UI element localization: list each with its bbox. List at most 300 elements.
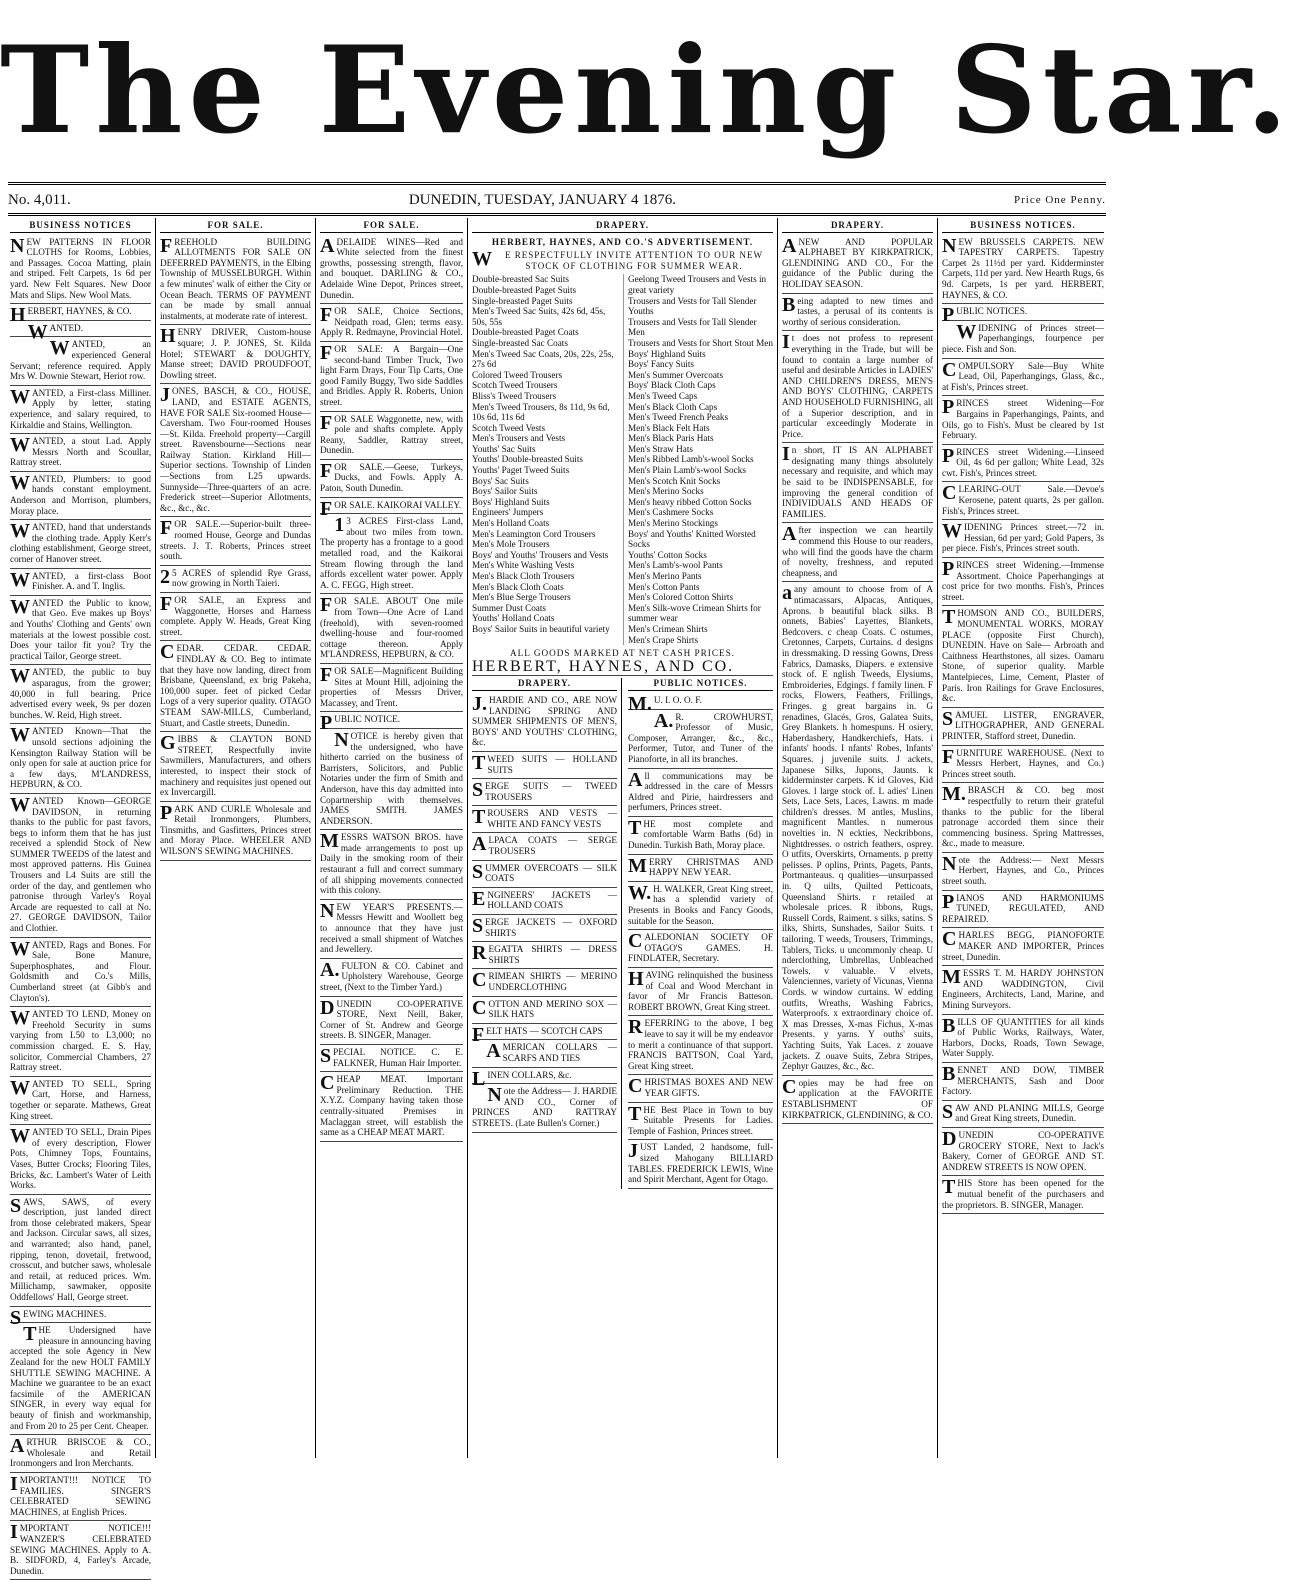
ad-text: NEW BRUSSELS CARPETS. NEW TAPESTRY CARPETS. Tapestry Carpet 2s 11½d per yard. Kidderminster Carpets, 11d per yard. New Hearth Rugs, 6s 9d. Carpets, 1s per yard. HERBERT, HAYNES, & CO. (942, 234, 1104, 300)
advertisement (10, 596, 151, 666)
clothing-item: Boys' Sac Suits (472, 475, 529, 486)
clothing-item: Men's Crimean Shirts (628, 623, 708, 634)
clothing-item: Men's Black Felt Hats (628, 422, 710, 433)
ad-text: WANTED, the public to buy asparagus, from the grower; 40,000 in full bearing. Price advertised every week, 9s per dozen bunches. W. Reid, High street. (10, 665, 151, 720)
ad-text: CRIMEAN SHIRTS — MERINO UNDERCLOTHING (472, 969, 617, 992)
advertisement (942, 966, 1104, 1014)
advertisement (472, 779, 617, 806)
advertisement (472, 997, 617, 1024)
advertisement (160, 325, 311, 384)
ad-text: DUNEDIN CO-OPERATIVE STORE, Next Neill, Baker, Corner of St. Andrew and George streets. B. SINGER, Manager. (320, 996, 463, 1041)
dateline-bar (8, 190, 1106, 210)
ad-text: PRINCES street Widening.—Immense Assortment. Choice Paperhangings at cost price for two months. Fish's, Princes street. (942, 558, 1104, 602)
advertisement (942, 558, 1104, 606)
advertisement (10, 665, 151, 724)
clothing-item: Youths' Holland Coats (472, 613, 555, 624)
advertisement (320, 1045, 463, 1072)
ad-text: FOR SALE. KAIKORAI VALLEY. (320, 497, 462, 520)
ad-text: WANTED, Rags and Bones. For Sale, Bone Manure, Superphosphates, and Flour. Goldsmith and Co.'s Mills, Cumberland street (at Gibb's and Clayton's). (10, 937, 151, 1003)
ad-text: TROUSERS AND VESTS — WHITE AND FANCY VESTS (472, 806, 617, 829)
ad-text: BILLS OF QUANTITIES for all kinds of Public Works, Railways, Water, Harbors, Docks, Roads, Town Sewage, Water Supply. (942, 1014, 1104, 1059)
advertisement (320, 712, 463, 735)
advertisement (10, 1125, 151, 1195)
advertisement (472, 693, 617, 752)
ad-text: MESSRS T. M. HARDY JOHNSTON AND WADDINGTON, Civil Engineers, Architects, Land, Marine, and Mining Surveyors. (942, 966, 1104, 1010)
ad-text: WANTED. (27, 320, 83, 343)
ad-text: WIDENING Princes street.—72 in. Hessian, 6d per yard; Gold Papers, 3s per piece. Fish's, Princes street south. (942, 520, 1104, 554)
ad-text: M.BRASCH & CO. beg most respectfully to return their grateful thanks to the public for the liberal patronage accorded them since their commencing business. Spring Mattresses, &c., made to measure. (942, 783, 1104, 849)
issue-number: No. 4,011. (8, 191, 71, 208)
ad-text: WANTED Known—That the unsold sections adjoining the Kensington Railway Station will be only open for sale at auction price for a few days, M'LANDRESS, HEPBURN, & CO. (10, 724, 151, 790)
ad-text: All communications may be addressed in the care of Messrs Aldred and Pirie, hairdressers and perfumers, Princes street. (628, 768, 773, 813)
clothing-item: Youths' Paget Tweed Suits (472, 465, 570, 476)
ad-text: COTTON AND MERINO SOX — SILK HATS (472, 996, 617, 1020)
ad-text: In short, IT IS AN ALPHABET designating many things absolutely necessary and requisite, and which may be said to be INDISPENSABLE, for improving the general condition of INDIVIDUALS AND HEADS OF FAMILIES. (782, 443, 933, 519)
clothing-item: Men's Leamington Cord Trousers (472, 528, 596, 539)
advertisement (10, 434, 151, 472)
ad-text: GIBBS & CLAYTON BOND STREET, Respectfully invite Sawmillers, Manufacturers, and others interested, to inspect their stock of machinery and requisites just opened out ex Invercargill. (160, 732, 311, 798)
clothing-item: Geelong Tweed Trousers and Vests in great variety (628, 274, 767, 295)
advertisement (160, 641, 311, 732)
clothing-item: Men's Lamb's-wool Pants (628, 560, 723, 571)
ad-text: BENNET AND DOW, TIMBER MERCHANTS, Sash and Door Factory. (942, 1062, 1104, 1097)
advertisement (472, 915, 617, 942)
advertisement (628, 968, 773, 1016)
advertisement (782, 294, 933, 332)
ad-text: CHARLES BEGG, PIANOFORTE MAKER AND IMPORTER, Princes street, Dunedin. (942, 928, 1104, 962)
advertisement (320, 497, 463, 520)
ad-text: PIANOS AND HARMONIUMS TUNED, REGULATED, AND REPAIRED. (942, 890, 1104, 924)
advertisement (320, 342, 463, 412)
ad-text: FOR SALE—Magnificent Building Sites at Mount Hill, adjoining the properties of Messrs Driver, Macassey, and Trent. (320, 663, 463, 708)
advertisement (628, 1075, 773, 1102)
ad-text: SERGE SUITS — TWEED TROUSERS (472, 779, 617, 802)
ad-text: Note the Address:— Next Messrs Herbert, Haynes, and Co., Princes street south. (942, 852, 1104, 887)
advertisement (472, 833, 617, 860)
ad-text: SPECIAL NOTICE. C. E. FALKNER, Human Hair Importer. (320, 1044, 463, 1068)
clothing-item: Trousers and Vests for Short Stout Men (628, 337, 773, 348)
ad-text: IMPORTANT NOTICE!!! WANZER'S CELEBRATED SEWING MACHINES. Apply to A. B. SIDFORD, 4, Farley's Arcade, Dunedin. (10, 1521, 151, 1576)
clothing-item: Men's Holland Coats (472, 518, 550, 529)
clothing-item: Boys' Black Cloth Caps (628, 380, 716, 391)
clothing-item: Men's Tweed Trousers, 8s 11d, 9s 6d, 10s 6d, 11s 6d (472, 401, 610, 423)
advertisement (942, 606, 1104, 707)
ad-text: Being adapted to new times and tastes, a perusal of its contents is worthy of serious consideration. (782, 293, 933, 327)
ad-text: COMPULSORY Sale—Buy White Lead, Oil, Paperhangings, Glass, &c., at Fish's, Princes street. (942, 358, 1104, 392)
advertisement (942, 1063, 1104, 1101)
ad-text: SAW AND PLANING MILLS, George and Great King streets, Dunedin. (942, 1100, 1104, 1124)
clothing-item: Men's Tweed Sac Coats, 20s, 22s, 25s, 27s 6d (472, 348, 614, 370)
ad-text: WANTED TO SELL, Spring Cart, Horse, and Harness, together or separate. Mathews, Great King street. (10, 1076, 151, 1121)
advertisement (10, 1473, 151, 1521)
clothing-item: Boys' Sailor Suits (472, 486, 538, 497)
advertisement (320, 997, 463, 1045)
clothing-item: Men's Summer Overcoats (628, 369, 724, 380)
clothing-item: Men's Ribbed Lamb's-wool Socks (628, 454, 754, 465)
ad-text: M.U. I. O. O. F. (628, 692, 702, 715)
clothing-item: Men's heavy ribbed Cotton Socks (628, 496, 752, 507)
column-header: DRAPERY. (472, 678, 617, 691)
clothing-item: Boys' and Youths' Knitted Worsted Socks (628, 528, 756, 550)
advertisement (320, 1072, 463, 1142)
ad-text: ENGINEERS' JACKETS — HOLLAND COATS (472, 887, 617, 911)
advertisement (628, 1140, 773, 1188)
ad-text: NEW PATTERNS IN FLOOR CLOTHS for Rooms, Lobbies, and Passages. Cocoa Matting, plain and striped. Felt Carpets, 1s 6d per yard. New Felt Squares. New Door Mats and Slips. New Wool Mats. (10, 234, 151, 300)
advertisement (942, 445, 1104, 483)
column-drapery-herbert (468, 218, 778, 1458)
advertisement (10, 386, 151, 434)
advertisement (320, 664, 463, 712)
ad-text: CHRISTMAS BOXES AND NEW YEAR GIFTS. (628, 1075, 773, 1098)
advertisement (472, 888, 617, 915)
advertisement (942, 1128, 1104, 1176)
advertisement (10, 569, 151, 596)
advertisement (942, 235, 1104, 305)
advertisement (10, 320, 151, 343)
advertisement (942, 396, 1104, 444)
ad-text: ANEW AND POPULAR ALPHABET BY KIRKPATRICK, GLENDINING AND CO., For the guidance of the Public during the HOLIDAY SEASON. (782, 234, 933, 289)
advertisement (942, 891, 1104, 929)
advertisement (628, 930, 773, 968)
advertisement (472, 969, 617, 996)
advertisement (942, 304, 1104, 327)
advertisement (782, 1076, 933, 1124)
clothing-item: Colored Tweed Trousers (472, 369, 563, 380)
ad-text: CHEAP MEAT. Important Preliminary Reduction. THE X.Y.Z. Company having taken those centrally-situated Premises in Maclaggan street, will establish the same as a CHEAP MEAT MART. (320, 1072, 463, 1138)
clothing-item: Men's Black Cloth Coats (472, 581, 564, 592)
ad-text: PUBLIC NOTICE. (320, 712, 401, 735)
ad-text: Note the Address— J. HARDIE AND CO., Corner of PRINCES AND RATTRAY STREETS. (Late Bullen's Corner.) (472, 1084, 617, 1128)
clothing-item: Men's Plain Lamb's-wool Socks (628, 465, 746, 476)
ad-text: MERRY CHRISTMAS AND HAPPY NEW YEAR. (628, 854, 773, 878)
column-business-notices-right (938, 218, 1108, 1458)
advertisement (10, 1435, 151, 1473)
advertisement (472, 1023, 617, 1046)
newspaper-title: The Evening Star. (0, 20, 1294, 161)
ad-text: THE Best Place in Town to buy Suitable Presents for Ladies. Temple of Fashion, Princes street. (628, 1102, 773, 1136)
clothing-item: Men's Colored Cotton Shirts (628, 592, 734, 603)
ad-text: THE Undersigned have pleasure in announcing having accepted the sole Agency in New Zealand for the new HOLT FAMILY SHUTTLE SEWING MACHINE. A Machine we guarantee to be an exact facsimile of the AMERICAN SINGER, in every way equal for beauty of finish and workmanship, and From 20 to 25 per Cent. Cheaper. (10, 1323, 151, 1431)
ad-text: FOR SALE, an Express and Waggonette, Horses and Harness complete. Apply W. Heads, Great King street. (160, 593, 311, 637)
advertisement (628, 855, 773, 882)
advertisement (472, 806, 617, 833)
ad-text: WANTED, Plumbers: to good hands constant employment. Anderson and Morrison, plumbers, Moray place. (10, 471, 151, 516)
advertisement (782, 523, 933, 582)
advertisement (160, 566, 311, 593)
ad-text: PARK AND CURLE Wholesale and Retail Ironmongers, Plumbers, Tinsmiths, and Gasfitters, Princes street and Moray Place. WHEELER AND WILSON'S SEWING MACHINES. (160, 801, 311, 857)
clothing-item: Youths' Cotton Socks (628, 549, 707, 560)
advertisement (10, 724, 151, 794)
advertisement (160, 802, 311, 861)
advertisement (10, 1521, 151, 1580)
advertisement (320, 830, 463, 900)
column-header: DRAPERY. (782, 220, 933, 233)
advertisement (782, 582, 933, 1075)
ad-text: NEW YEAR'S PRESENTS.—Messrs Hewitt and Woollett beg to announce that they have just received a small shipment of Watches and Jewellery. (320, 899, 463, 955)
advertisement (10, 1195, 151, 1307)
ad-text: FOR SALE Waggonette, new, with pole and shafts complete. Apply Reany, Saddler, Rattray street, Dunedin. (320, 411, 463, 456)
clothing-item: Men's Trousers and Vests (472, 433, 566, 444)
advertisement (472, 752, 617, 779)
clothing-item: Men's Cotton Pants (628, 581, 700, 592)
clothing-item: Men's Black Cloth Trousers (472, 571, 575, 581)
ad-text: AMERICAN COLLARS — SCARFS AND TIES (486, 1040, 617, 1063)
advertisement (160, 593, 311, 641)
ad-text: CALEDONIAN SOCIETY OF OTAGO'S GAMES. H. FINDLATER, Secretary. (628, 930, 773, 964)
advertisement (160, 235, 311, 326)
advertisement (10, 337, 151, 385)
ad-text: MESSRS WATSON BROS. have made arrangements to post up Daily in the smoking room of their restaurant a full and correct summary of all shipping movements connected with this colony. (320, 830, 463, 896)
advertisement (942, 1015, 1104, 1063)
price: Price One Penny. (1014, 194, 1106, 206)
clothing-item: Men's Silk-wove Crimean Shirts for summer wear (628, 602, 761, 624)
column-public-notices (628, 678, 773, 1188)
advertisement (10, 235, 151, 305)
advertisement (942, 746, 1104, 784)
ad-text: WANTED, hand that understands the clothing trade. Apply Kerr's clothing establishment, George street, corner of Hanover street. (10, 520, 151, 565)
ad-text: WANTED, a First-class Milliner. Apply by letter, stating experience, and salary required, to Kirkaldie and Stains, Wellington. (10, 385, 151, 430)
advertisement (320, 900, 463, 959)
advertisement (320, 514, 463, 594)
clothing-item: Scotch Tweed Vests (472, 422, 546, 433)
clothing-item: Boys' and Youths' Trousers and Vests (472, 549, 609, 560)
ad-text: PRINCES street Widening.—Linseed Oil, 4s 6d per gallon; White Lead, 32s cwt. Fish's, Princes street. (942, 444, 1104, 478)
ad-text: WANTED TO LEND, Money on Freehold Security in sums varying from L50 to L3,000; no commission charged. E. S. Hay, solicitor, Commercial Chambers, 27 Rattray street. (10, 1007, 151, 1073)
ad-text: WANTED, a stout Lad. Apply Messrs North and Scoullar, Rattray street. (10, 434, 151, 468)
advertisement (10, 1007, 151, 1077)
ad-text: HERBERT, HAYNES, & CO. (10, 304, 132, 327)
column-header: BUSINESS NOTICES (10, 220, 151, 233)
clothing-item: Youths' Sac Suits (472, 443, 536, 454)
ad-text: LINEN COLLARS, &c. (472, 1067, 572, 1090)
clothing-item: Men's Black Cloth Caps (628, 401, 718, 412)
column-header: FOR SALE. (160, 220, 311, 233)
advertisement (942, 853, 1104, 891)
ad-text: WIDENING of Princes street—Paperhangings, fourpence per piece. Fish and Son. (942, 320, 1104, 354)
clothing-item: Double-breasted Sac Suits (472, 274, 569, 285)
advertisement (942, 321, 1104, 359)
advertisement (320, 304, 463, 342)
clothing-item: Single-breasted Sac Coats (472, 337, 568, 348)
ad-text: WANTED, an experienced General Servant; reference required. Apply Mrs W. Downie Stewart, Heriot row. (10, 337, 151, 382)
ad-text: SAWS, SAWS, of every description, just landed direct from those celebrated makers, Spear and Jackson. Circular saws, all sizes, and warranted; also hand, panel, ripping, tenon, dovetail, fretwood, crosscut, and butcher saws, wholesale and retail, at reduced prices. Wm. Millichamp, sawmaker, opposite Oddfellows' Hall, George street. (10, 1194, 151, 1303)
ad-text: WANTED the Public to know, that Geo. Eve makes up Boys' and Youths' Clothing and Gents' own materials at the lowest possible cost. Does your tailor fit you? Try the practical Tailor, George street. (10, 595, 151, 661)
ad-footer: ALL GOODS MARKED AT NET CASH PRICES. (510, 648, 735, 659)
ad-text: J.HARDIE AND CO., ARE NOW LANDING SPRING AND SUMMER SHIPMENTS OF MEN'S, BOYS' AND YOUTHS' CLOTHING, &c. (472, 692, 617, 748)
masthead (0, 0, 1294, 180)
advertisement (942, 520, 1104, 558)
advertisement (628, 817, 773, 855)
clothing-item: Boys' Sailor Suits in beautiful variety (472, 623, 610, 634)
advertisement (942, 783, 1104, 853)
advertisement (320, 235, 463, 305)
dateline: DUNEDIN, TUESDAY, JANUARY 4 1876. (408, 191, 676, 208)
ad-text: FURNITURE WAREHOUSE. (Next to Messrs Herbert, Haynes, and Co.) Princes street south. (942, 745, 1104, 779)
ad-text: WANTED Known—GEORGE DAVIDSON, in returning thanks to the public for past favors, begs to inform them that he has just received a splendid Stock of New SUMMER TWEEDS of the latest and most approved patterns. His Guinea Trousers and L4 Suits are still the order of the day, and gentlemen who patronise through Varley's Royal Arcade are requested to call at No. 27. GEORGE DAVIDSON, Tailor and Clothier. (10, 793, 151, 934)
column-header: FOR SALE. (320, 220, 463, 233)
advertisement (160, 517, 311, 565)
clothing-item: Boys' Highland Suits (472, 496, 550, 507)
ad-text: After inspection we can heartily commend this House to our readers, who will find the goods have the charm of novelty, freshness, and reputed cheapness, and (782, 523, 933, 578)
clothing-item: Single-breasted Paget Suits (472, 295, 573, 306)
ad-text: FOR SALE, Choice Sections, Neidpath road, Glen; terms easy. Apply R. Redmayne, Provincial Hotel. (320, 304, 463, 338)
advertisement (628, 1103, 773, 1141)
ad-text: REFERRING to the above, I beg leave to say it will be my endeavor to merit a continuance of that support. FRANCIS BATTSON, Coal Yard, Great King street. (628, 1016, 773, 1071)
column-for-sale-2 (316, 218, 468, 1458)
advertisement (160, 384, 311, 517)
ad-text: JONES, BASCH, & CO., HOUSE, LAND, and ESTATE AGENTS, HAVE FOR SALE Six-roomed House—Caversham. Two Four-roomed Houses—St. Kilda. Freehold property—Cargill street. Ravensbourne—Sections near Railway Station. Kirkland Hill—Superior sections. Township of Linden—Sections from L25 upwards. Sunnyside—Three-quarters of an acre. Frederick street—Superior Allotments, &c., &c., &c. (160, 384, 311, 513)
advertisement (628, 692, 773, 715)
column-drapery-kirkpatrick (778, 218, 938, 1458)
ad-text: WANTED TO SELL, Drain Pipes of every description, Flower Pots, Chimney Tops, Fountains, Vases, Butter Crocks; Flooring Tiles, Bricks, &c. Lambert's Water of Leith Works. (10, 1125, 151, 1191)
ad-text: SAMUEL LISTER, ENGRAVER, LITHOGRAPHER, AND GENERAL PRINTER, Stafford street, Dunedin. (942, 707, 1104, 741)
clothing-item: Men's Tweed Sac Suits, 42s 6d, 45s, 50s, 55s (472, 306, 606, 327)
ad-intro: WE RESPECTFULLY INVITE ATTENTION TO OUR NEW STOCK OF CLOTHING FOR SUMMER WEAR. (472, 248, 763, 271)
ad-text: SERGE JACKETS — OXFORD SHIRTS (472, 915, 617, 938)
advertisement (942, 708, 1104, 746)
clothing-item: Men's Merino Socks (628, 486, 704, 497)
ad-text: PUBLIC NOTICES. (942, 304, 1028, 327)
column-drapery-hardie (472, 678, 622, 1188)
clothing-item: Men's Black Paris Hats (628, 433, 714, 444)
advertisement (472, 1084, 617, 1132)
clothing-item: Double-breasted Paget Suits (472, 284, 577, 295)
advertisement (320, 959, 463, 997)
ad-text: HAVING relinquished the business of Coal and Wood Merchant in favor of Mr Francis Batteson. ROBERT BROWN, Great King street. (628, 968, 773, 1012)
clothing-item: Trousers and Vests for Tall Slender Men (628, 316, 757, 338)
clothing-item: Men's Tweed French Peaks (628, 412, 729, 423)
ad-text: A.FULTON & CO. Cabinet and Upholstery Warehouse, George street, (Next to the Timber Yard.) (320, 958, 463, 992)
ad-text: SUMMER OVERCOATS — SILK COATS (472, 860, 617, 884)
advertisement (320, 412, 463, 460)
ad-text: ADELAIDE WINES—Red and White selected from the finest growths, possessing strength, flavor, and bouquet. DARLING & CO., Adelaide Wine Depot, Princes street, Dunedin. (320, 234, 463, 300)
advertisement (628, 882, 773, 930)
advertisement (10, 1077, 151, 1125)
clothing-list-left (472, 274, 617, 645)
clothing-item: Trousers and Vests for Tall Slender Youths (628, 295, 757, 317)
advertisement (320, 594, 463, 664)
clothing-list-right (623, 274, 773, 645)
ad-text: FREEHOLD BUILDING ALLOTMENTS FOR SALE ON DEFERRED PAYMENTS, in the Elbing Township of MUSSELBURGH. Within a few minutes' walk of either the City or Ocean Beach. TERMS OF PAYMENT can be made by small annual instalments, at moderate rate of interest. (160, 234, 311, 321)
advertisement (160, 732, 311, 802)
ad-text: DUNEDIN CO-OPERATIVE GROCERY STORE, Next to Jack's Bakery, Corner of GEORGE AND ST. ANDREW STREETS IS NOW OPEN. (942, 1127, 1104, 1172)
ad-text: A.R. CROWHURST, Professor of Music, Composer, Arranger, &c., &c., Performer, Tutor, and Tuner of the Pianoforte, in all its branches. (628, 709, 773, 764)
advertisement (10, 794, 151, 938)
ad-title: HERBERT, HAYNES, AND CO.'S ADVERTISEMENT. (491, 236, 754, 247)
ad-text: PRINCES street Widening—For Bargains in Paperhangings, Paints, and Oils, go to Fish's. Must be cleared by 1st February. (942, 396, 1104, 441)
advertisement (942, 359, 1104, 397)
advertisement (10, 938, 151, 1008)
ad-text: ARTHUR BRISCOE & CO., Wholesale and Retail Ironmongers and Iron Merchants. (10, 1435, 151, 1469)
clothing-item: Boys' Fancy Suits (628, 359, 694, 370)
ad-text: ALPACA COATS — SERGE TROUSERS (472, 833, 617, 857)
ad-text: IMPORTANT!!! NOTICE TO FAMILIES. SINGER'S CELEBRATED SEWING MACHINES, at English Prices. (10, 1472, 151, 1517)
clothing-item: Double-breasted Paget Coats (472, 327, 579, 338)
ad-text: TWEED SUITS — HOLLAND SUITS (472, 751, 617, 775)
ad-text: FOR SALE: A Bargain—One second-hand Timber Truck, Two light Farm Drays, Four Tip Carts, One good Family Buggy, Two side Saddles and Bridles. Apply R. Roberts, Union street. (320, 341, 463, 407)
clothing-item: Men's Scotch Knit Socks (628, 475, 721, 486)
advertisement (942, 1101, 1104, 1128)
clothing-item: Men's Blue Serge Trousers (472, 592, 571, 603)
clothing-item: Men's Merino Stockings (628, 518, 718, 529)
advertisement (472, 1067, 617, 1090)
clothing-item: Engineers' Jumpers (472, 507, 544, 518)
advertisement (472, 861, 617, 888)
columns-container (6, 218, 1108, 1576)
clothing-item: Men's Mole Trousers (472, 539, 550, 550)
masthead-rule (8, 182, 1106, 185)
advertisement (942, 482, 1104, 520)
advertisement (10, 472, 151, 520)
ad-text: FOR SALE. ABOUT One mile from Town—One Acre of Land (freehold), with seven-roomed dwelling-house and four-roomed cottage thereon. Apply M'LANDRESS, HEPBURN, & CO. (320, 594, 463, 660)
ad-text: W.H. WALKER, Great King street, has a splendid variety of Presents in Books and Fancy Goods, suitable for the Season. (628, 881, 773, 926)
herbert-haynes-advertisement (472, 235, 773, 677)
column-header: BUSINESS NOTICES. (942, 220, 1104, 233)
ad-text: WANTED, a first-class Boot Finisher. A. and T. Inglis. (10, 568, 151, 592)
ad-text: It does not profess to represent everything in the Trade, but will be found to contain a large number of useful and desirable Articles in LADIES' AND CHILDREN'S DRESS, MEN'S AND BOYS' CLOTHING, CARPETS AND HOUSEHOLD FURNISHING, all of a Superior description, and in particular exceedingly Moderate in Price. (782, 331, 933, 439)
ad-text: FELT HATS — SCOTCH CAPS (472, 1023, 603, 1046)
advertisement (628, 710, 773, 769)
column-header: DRAPERY. (472, 220, 773, 233)
ad-text: THE most complete and comfortable Warm Baths (6d) in Dunedin. Turkish Bath, Moray place. (628, 816, 773, 851)
ad-text: HENRY DRIVER, Custom-house square; J. P. JONES, St. Kilda Hotel; STEWART & DOUGHTY, Manse street; DAVID PROUDFOOT, Dowling street. (160, 325, 311, 380)
ad-text: CLEARING-OUT Sale.—Devoe's Kerosene, patent quarts, 2s per gallon. Fish's, Princes street. (942, 482, 1104, 516)
ad-text: REGATTA SHIRTS — DRESS SHIRTS (472, 942, 617, 965)
clothing-item: Men's Straw Hats (628, 443, 693, 454)
advertisement (320, 729, 463, 830)
ad-text: FOR SALE.—Superior-built three-roomed House, George and Dundas streets. J. T. Roberts, Princes street south. (160, 517, 311, 562)
advertisement (782, 331, 933, 443)
clothing-item: Bliss's Tweed Trousers (472, 390, 557, 401)
advertisement (628, 769, 773, 817)
ad-text: 25 ACRES of splendid Rye Grass, now growing in North Taieri. (160, 565, 311, 589)
ad-text: THIS Store has been opened for the mutual benefit of the purchasers and the proprietors. B. SINGER, Manager. (942, 1176, 1104, 1210)
advertisement (472, 1040, 617, 1067)
ad-text: Copies may be had free on application at the FAVORITE ESTABLISHMENT OF KIRKPATRICK, GLENDINING, & CO. (782, 1075, 933, 1120)
advertisement (942, 928, 1104, 966)
ad-text: aany amount to choose from of A ntimacassars, Alpacas, Antiques, Aprons. b beautiful black silks. B onnets, Babies' Layettes, Blankets, Bedcovers. c cheap Coats. C ostumes, Cretonnes, Carpets, Curtains. d designs in dressmaking. D ressing Gowns, Dress Fabrics, Damasks, Diapers. e extensive stock of. E nglish Tweeds, Elysiums, Embroideries, Edgings. f family linen. F rocks, Flowers, Feathers, Frillings, Fringes. g great bargains in. G renadines, Glacés, Gros, Galatea Suits, Grey Blankets. h homespuns. H osiery, Haberdashery, Handkerchiefs, Hats. i infants' hoods. I nfants' Robes, Infants' Squares. j juvenile suits. J ackets, Japanese Silks, Jupons, Jaunts. k kidderminster carpets. K id Gloves, Kid Gloves. l large stock of. L adies' Linen Sets, Lace Sets, Laces, Lawns. m made children's dresses. M antles, Muslins, magnificent Mantles. n numerous novelties in. N eckties, Neckribbons, Nightdresses. o ostrich feathers, osprey. O utfits, Overskirts, Ornaments. p pretty pelisses. P oplins, Prints, Pagets, Pants, Portmanteaus. q qualities—unsurpassed in. Q uilts, Quilted Petticoats, Queensland Shirts. r retailed at wholesale prices. R ibbons, Rugs, Russell Cords, Raiment. s silks, satins. S ilks, Shirts, Sunshades, Sailor Suits. t tailoring. T weeds, Trousers, Trimmings, Tablers, Ticks. u uncommonly cheap. U nderclothing, Umbrellas, Unbleached Towels. v valuable. V elvets, Valenciennes, variety of Vicunas, Vienna Cords. w window curtains. W edding outfits, Wreaths, Washing Fabrics, Waterproofs. x extraordinary choice of. X mas Dresses, X-mas Fichus, X-mas Presents. y yarns. Y ouths' suits, Yachting Suits, Yak Laces. z zouave jackets. Z ouave Suits, Zebra Stripes, Zephyr Gauzes, &c., &c. (782, 582, 933, 1072)
ad-text: SEWING MACHINES. (10, 1306, 107, 1329)
ad-signature: HERBERT, HAYNES, AND CO. (472, 657, 735, 675)
advertisement (942, 1176, 1104, 1214)
column-business-notices (6, 218, 156, 1576)
advertisement (782, 443, 933, 523)
column-for-sale-1 (156, 218, 316, 1458)
clothing-item: Summer Dust Coats (472, 602, 547, 613)
clothing-item: Men's Crape Shirts (628, 634, 699, 645)
clothing-item: Men's White Washing Vests (472, 560, 575, 571)
ad-text: THOMSON AND CO., BUILDERS, MONUMENTAL WORKS, MORAY PLACE (opposite First Church), DUNEDIN. Have on Sale— Arbroath and Caithness Hearthstones, all sizes. Oamaru Stone, of superior quality. Marble Mantelpieces, Lime, Cement, Plaster of Paris. Iron Railings for Grave Enclosures, &c. (942, 606, 1104, 704)
advertisement (320, 460, 463, 498)
advertisement (10, 304, 151, 327)
advertisement (10, 1323, 151, 1435)
clothing-item: Boys' Highland Suits (628, 348, 706, 359)
ad-text: 13 ACRES First-class Land, about two miles from town. The property has a frontage to a good metalled road, and the Kaikorai Stream flowing through the land affords excellent water power. Apply A. C. FEGG, High street. (320, 514, 463, 590)
advertisement (628, 1016, 773, 1075)
column-header: PUBLIC NOTICES. (628, 678, 773, 691)
advertisement (782, 235, 933, 294)
clothing-item: Men's Merino Pants (628, 571, 702, 581)
ad-text: NOTICE is hereby given that the undersigned, who have hitherto carried on the business of Barristers, Solicitors, and Public Notaries under the firm of Smith and Anderson, have this day admitted into Copartnership with themselves. JAMES SMITH. JAMES ANDERSON. (320, 728, 463, 826)
ad-text: FOR SALE.—Geese, Turkeys, Ducks, and Fowls. Apply A. Paton, South Dunedin. (320, 459, 463, 494)
ad-text: CEDAR. CEDAR. CEDAR. FINDLAY & CO. Beg to intimate that they have now landing, direct from Brisbane, Queensland, ex brig Pakeha, 100,000 super. feet of picked Cedar Logs of a very superior quality. OTAGO STEAM SAW-MILLS, Cumberland, Stuart, and Castle streets, Dunedin. (160, 641, 311, 728)
clothing-item: Youths' Double-breasted Suits (472, 454, 583, 465)
advertisement (472, 942, 617, 969)
advertisement (10, 1306, 151, 1329)
ad-text: JUST Landed, 2 handsome, full-sized Mahogany BILLIARD TABLES. FREDERICK LEWIS, Wine and Spirit Merchant, Agent for Otago. (628, 1140, 773, 1185)
clothing-item: Scotch Tweed Trousers (472, 380, 558, 391)
dateline-rule (8, 213, 1106, 216)
